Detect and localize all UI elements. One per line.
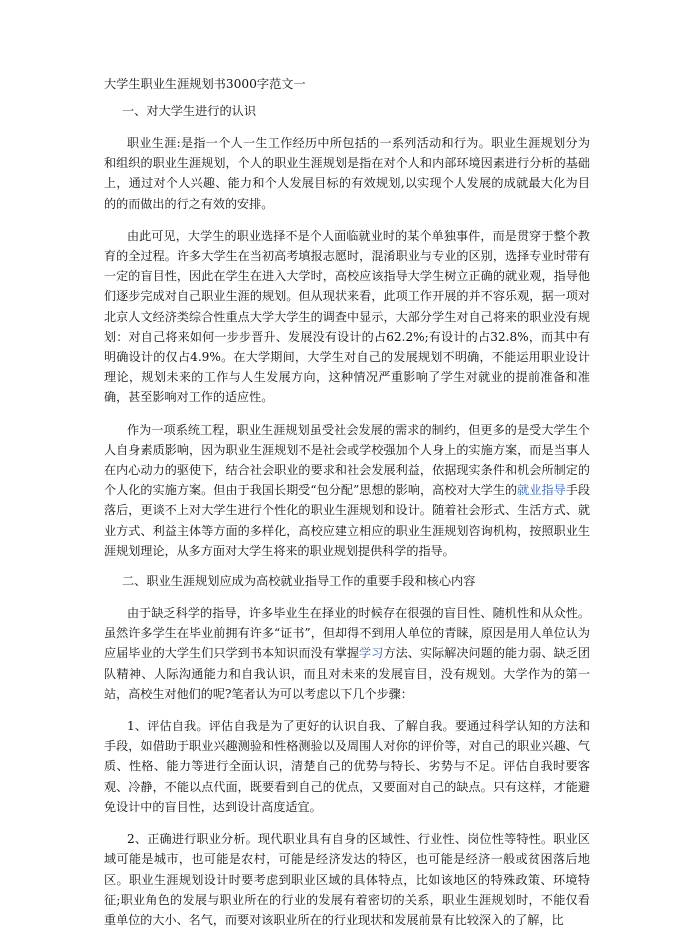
paragraph-self-assessment: 1、评估自我。评估自我是为了更好的认识自我、了解自我。要通过科学认知的方法和手段，如借助于职业兴趣测验和性格测验以及周围人对你的评价等，对自己的职业兴趣、气质、性格、能力等进行全面认识，清楚自己的优势与特长、劣势与不足。评估自我时要客观、冷静，不能以点代面，既要看到自己的优点，又要面对自己的缺点。只有这样，才能避免设计中的盲目性，达到设计高度适宜。 <box>104 719 590 814</box>
paragraph-lack-guidance <box>104 603 590 704</box>
paragraph-career-definition: 职业生涯:是指一个人一生工作经历中所包括的一系列活动和行为。职业生涯规划分为和组织的职业生涯规划，个人的职业生涯规划是指在对个人和内部环境因素进行分析的基础上，通过对个人兴趣、能力和个人发展目标的有效规划,以实现个人发展的成就最大化为目的的而做出的行之有效的安排。 <box>104 136 590 211</box>
paragraph-system-engineering <box>104 420 590 561</box>
study-link[interactable]: 学习 <box>359 646 384 661</box>
paragraph-text: 作为一项系统工程，职业生涯规划虽受社会发展的需求的制约，但更多的是受大学生个人自身素质影响，因为职业生涯规划不是社会或学校强加个人身上的实施方案，而是当事人在内心动力的驱使下，结合社会职业的要求和社会发展利益，依据现实条件和机会所制定的个人化的实施方案。但由于我国长期受“包分配”思想的影响，高校对大学生的 <box>104 422 590 498</box>
document-page <box>104 76 590 942</box>
paragraph-text: 由于缺乏科学的指导，许多毕业生在择业的时候存在很强的盲目性、随机性和从众性。虽然许多学生在毕业前拥有许多“证书”，但却得不到用人单位的青睐，原因是用人单位认为应届毕业的大学生们只学到书本知识而没有掌握 <box>104 606 590 661</box>
section-heading-1: 一、对大学生进行的认识 <box>122 104 257 118</box>
section-heading-2: 二、职业生涯规划应成为高校就业指导工作的重要手段和核心内容 <box>122 574 476 589</box>
document-title: 大学生职业生涯规划书3000字范文一 <box>104 77 306 91</box>
paragraph-text: 手段落后，更谈不上对大学生进行个性化的职业生涯规划和设计。随着社会形式、生活方式、就业方式、利益主体等方面的多样化，高校应建立相应的职业生涯规划咨询机构，按照职业生涯规划理论，从多方面对大学生将来的职业规划提供科学的指导。 <box>104 483 590 558</box>
paragraph-career-choice: 由此可见，大学生的职业选择不是个人面临就业时的某个单独事件，而是贯穿于整个教育的全过程。许多大学生在当初高考填报志愿时，混淆职业与专业的区别，选择专业时带有一定的盲目性，因此在学生在进入大学时，高校应该指导大学生树立正确的就业观，指导他们逐步完成对自己职业生涯的规划。但从现状来看，此项工作开展的并不容乐观，据一项对北京人文经济类综合性重点大学大学生的调查中显示，大部分学生对自己将来的职业没有规划：对自己将来如何一步步晋升、发展没有设计的占62.2%;有设计的占32.8%，而其中有明确设计的仅占4.9%。在大学期间，大学生对自己的发展规划不明确，不能运用职业设计理论，规划未来的工作与人生发展方向，这种情况严重影响了学生对就业的提前准备和准确，甚至影响对工作的适应性。 <box>104 228 590 405</box>
employment-guidance-link[interactable]: 就业指导 <box>517 483 566 498</box>
paragraph-text: 方法、实际解决问题的能力弱、缺乏团队精神、人际沟通能力和自我认识，而且对未来的发展盲目，没有规划。大学作为的第一站，高校生对他们的呢?笔者认为可以考虑以下几个步骤： <box>104 646 590 701</box>
paragraph-career-analysis: 2、正确进行职业分析。现代职业具有自身的区域性、行业性、岗位性等特性。职业区域可能是城市，也可能是农村，可能是经济发达的特区，也可能是经济一般或贫困落后地区。职业生涯规划设计时要考虑到职业区域的具体特点，比如该地区的特殊政策、环境特征;职业角色的发展与职业所在的行业的发展有着密切的关系，职业生涯规划时，不能仅看重单位的大小、名气，而要对该职业所在的行业现状和发展前景有比较深入的了解，比 <box>104 832 590 927</box>
